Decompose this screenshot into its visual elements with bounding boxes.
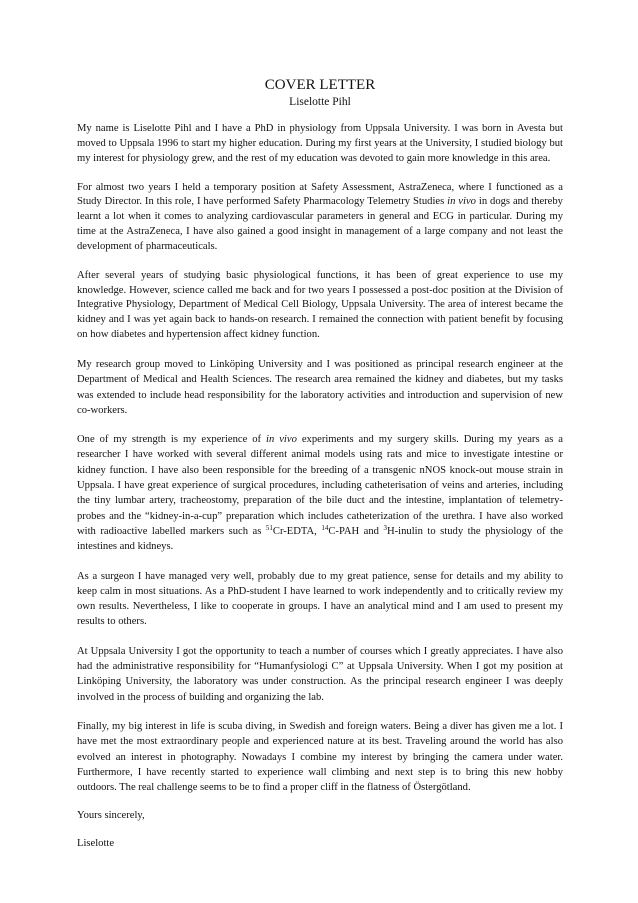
text-run: Cr-EDTA,: [272, 525, 322, 537]
paragraph-postdoc: After several years of studying basic physiological functions, it has been of great experience to use my knowledge. However, science called me back and for two years I possessed a post-doc position at the Division of Integrative Physiology, Department of Medical Cell Biology, Uppsala University. The area of interest became the kidney and I was yet again back to hands-on research. I remained the connection with patient benefit by focusing on how diabetes and hypertension affect kidney function.: [77, 269, 563, 341]
author-name: Liselotte Pihl: [289, 96, 351, 108]
italic-text: in vivo: [266, 434, 297, 446]
text-run: H-inulin to study the physiology of the intestines and kidneys.: [77, 525, 563, 553]
paragraph-teaching: At Uppsala University I got the opportunity to teach a number of courses which I greatly appreciates. I have also had the administrative responsibility for “Humanfysiologi C” at Uppsala University. When I got my position at Linköping University, the laboratory was under construction. As the principal research engineer I was deeply involved in the process of building and organizing the lab.: [77, 645, 563, 703]
isotope-superscript: 51: [265, 523, 273, 532]
paragraph-education: My name is Liselotte Pihl and I have a PhD in physiology from Uppsala University. I was born in Avesta but moved to Uppsala 1996 to start my higher education. During my first years at the University, I studied biology but my interest for physiology grew, and the rest of my education was devoted to gain more knowledge in this area.: [77, 123, 563, 164]
text-run: For almost two years I held a temporary position at Safety Assessment, AstraZeneca, where I functioned as a Study Director. In this role, I have performed Safety Pharmacology Telemetry Studies: [77, 181, 563, 208]
text-run: experiments and my surgery skills. During my years as a researcher I have worked with several different animal models using rats and mice to investigate intestine or kidney function. I have also been responsible for the breeding of a transgenic nNOS knock-out mouse strain in Uppsala. I have great experience of surgical procedures, including catheterisation of veins and arteries, including the tiny lumbar artery, tracheostomy, preparation of the bile duct and the intestine, implantation of telemetry-probes and the “kidney-in-a-cup” preparation which includes catheterization of the urethra. I have also worked with radioactive labelled markers such as: [77, 434, 563, 537]
signature: Liselotte: [77, 838, 115, 850]
closing-salutation: Yours sincerely,: [77, 810, 145, 822]
paragraph-surgeon: As a surgeon I have managed very well, probably due to my great patience, sense for details and my ability to keep calm in most situations. As a PhD-student I have learned to work independently and to critically review my own results. Nevertheless, I like to cooperate in groups. I have an analytical mind and I am used to present my results to others.: [77, 570, 563, 628]
isotope-superscript: 3: [383, 523, 387, 532]
isotope-superscript: 14: [321, 523, 329, 532]
paragraph-research-group: My research group moved to Linköping University and I was positioned as principal research engineer at the Department of Medical and Health Sciences. The research area remained the kidney and diabetes, but my tasks was extended to include head responsibility for the laboratory activities and introduction and supervision of new co-workers.: [77, 358, 563, 416]
text-run: in dogs and thereby learnt a lot when it comes to analyzing cardiovascular parameters in general and ECG in particular. During my time at the AstraZeneca, I have also gained a good insight in management of a large company and not least the development of pharmaceuticals.: [77, 196, 563, 252]
text-run: C-PAH and: [328, 525, 384, 537]
paragraph-interests: Finally, my big interest in life is scuba diving, in Swedish and foreign waters. Being a diver has given me a lot. I have met the most extraordinary people and experienced nature at its best. Traveling around the world has also evolved an interest in photography. Nowadays I combine my interest by bringing the camera under water. Furthermore, I have recently started to experience wall climbing and next step is to bring this new hobby outdoors. The real challenge seems to be to find a proper cliff in the flatness of Östergötland.: [77, 720, 563, 794]
text-run: One of my strength is my experience of: [77, 434, 267, 446]
paragraph-strengths: [77, 432, 563, 554]
paragraph-astrazeneca: [77, 181, 563, 255]
page-title: COVER LETTER: [264, 77, 376, 93]
cover-letter-page: [77, 76, 563, 865]
italic-text: in vivo: [447, 196, 476, 208]
